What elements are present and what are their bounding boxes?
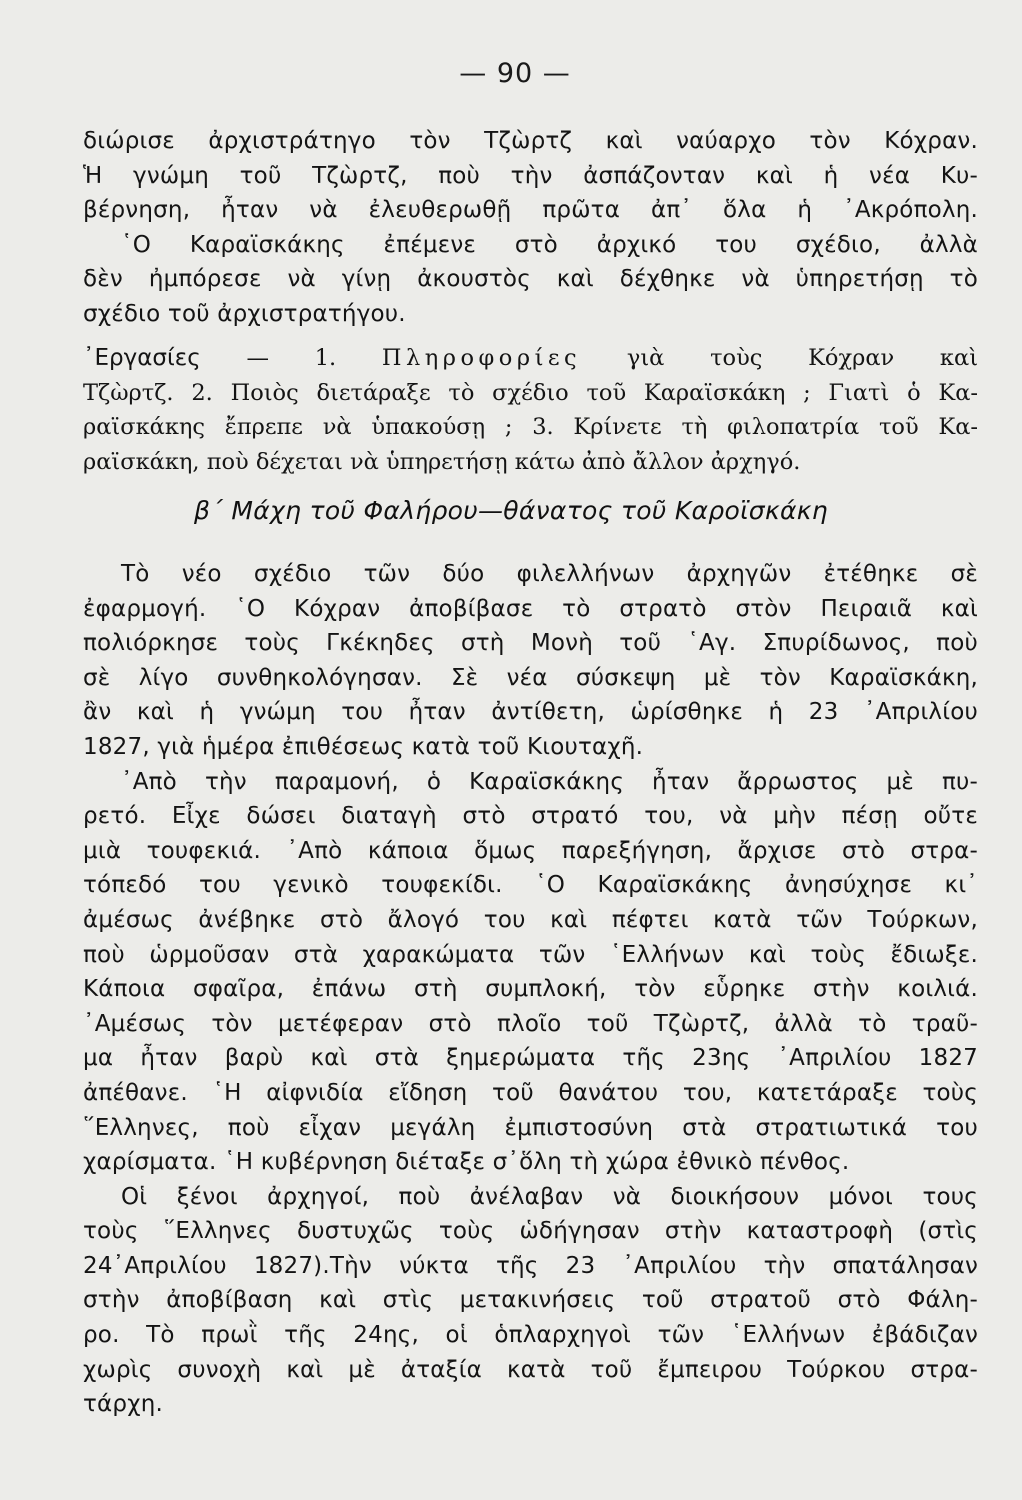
text-line: 24᾿Απριλίου 1827).Τὴν νύκτα τῆς 23 ᾿Απριλίου τὴν σπατάλησαν	[83, 1252, 978, 1279]
text-line: βέρνηση, ἦταν νὰ ἐλευθερωθῇ πρῶτα ἀπ᾿ ὅλα ἡ ᾿Ακρόπολη.	[83, 197, 978, 224]
exercise-keyword: Πληροφορίες	[381, 345, 582, 371]
text-line: ἂν καὶ ἡ γνώμη του ἦταν ἀντίθετη, ὡρίσθηκε ἡ 23 ᾿Απριλίου	[83, 699, 978, 726]
text-line: στὴν ἀποβίβαση καὶ στὶς μετακινήσεις τοῦ στρατοῦ στὸ Φάλη-	[83, 1287, 978, 1314]
text-line: πολιόρκησε τοὺς Γκέκηδες στὴ Μονὴ τοῦ ῾Αγ. Σπυρίδωνος, ποὺ	[83, 630, 978, 657]
text-line: Κάποια σφαῖρα, ἐπάνω στὴ συμπλοκή, τὸν εὗρηκε στὴν κοιλιά.	[83, 976, 978, 1003]
text-line: Οἱ ξένοι ἀρχηγοί, ποὺ ἀνέλαβαν νὰ διοικήσουν μόνοι τους	[121, 1183, 978, 1210]
text-line: Τὸ νέο σχέδιο τῶν δύο φιλελλήνων ἀρχηγῶν ἐτέθηκε σὲ	[121, 561, 978, 587]
exercises-label: ᾿Εργασίες	[83, 345, 201, 371]
page-number: — 90 —	[459, 58, 571, 89]
text-line: ᾿Απὸ τὴν παραμονή, ὁ Καραϊσκάκης ἦταν ἄρρωστος μὲ πυ-	[121, 768, 978, 795]
text-line: σχέδιο τοῦ ἀρχιστρατήγου.	[83, 300, 406, 327]
text-line: σὲ λίγο συνθηκολόγησαν. Σὲ νέα σύσκεψη μὲ τὸν Καραϊσκάκη,	[83, 664, 978, 691]
text-line: χαρίσματα. ῾Η κυβέρνηση διέταξε σ᾿ὅλη τὴ χώρα ἐθνικὸ πένθος.	[83, 1149, 850, 1176]
text-line: ἀπέθανε. ῾Η αἰφνιδία εἴδηση τοῦ θανάτου του, κατετάραξε τοὺς	[83, 1079, 978, 1106]
section-heading: β΄ Μάχη τοῦ Φαλήρου—θάνατος τοῦ Καροϊσκάκη	[194, 496, 828, 525]
text-line: ῾Ο Καραϊσκάκης ἐπέμενε στὸ ἀρχικό του σχέδιο, ἀλλὰ	[121, 231, 978, 258]
text-line: χωρὶς συνοχὴ καὶ μὲ ἀταξία κατὰ τοῦ ἔμπειρου Τούρκου στρα-	[83, 1356, 978, 1383]
exercises-first-line	[83, 341, 978, 376]
text-line: μιὰ τουφεκιά. ᾿Απὸ κάποια ὅμως παρεξήγηση, ἄρχισε στὸ στρα-	[83, 837, 978, 864]
text-line: μα ἦταν βαρὺ καὶ στὰ ξημερώματα τῆς 23ης ᾿Απριλίου 1827	[83, 1045, 978, 1072]
text-line: ρο. Τὸ πρωῒ τῆς 24ης, οἱ ὁπλαρχηγοὶ τῶν ῾Ελλήνων ἐβάδιζαν	[83, 1322, 978, 1349]
text-line: Ἡ γνώμη τοῦ Τζὼρτζ, ποὺ τὴν ἀσπάζονταν καὶ ἡ νέα Κυ-	[83, 162, 978, 189]
exercise-number-1: — 1.	[246, 345, 337, 371]
text-line: ῞Ελληνες, ποὺ εἶχαν μεγάλη ἐμπιστοσύνη στὰ στρατιωτικά του	[83, 1114, 978, 1141]
text-line: δὲν ἠμπόρεσε νὰ γίνῃ ἀκουστὸς καὶ δέχθηκε νὰ ὑπηρετήσῃ τὸ	[83, 266, 978, 293]
text-line: τοὺς ῞Ελληνες δυστυχῶς τοὺς ὡδήγησαν στὴν καταστροφὴ (στὶς	[83, 1218, 978, 1245]
text-line: ἀμέσως ἀνέβηκε στὸ ἄλογό του καὶ πέφτει κατὰ τῶν Τούρκων,	[83, 906, 978, 933]
text-line: ᾿Αμέσως τὸν μετέφεραν στὸ πλοῖο τοῦ Τζὼρτζ, ἀλλὰ τὸ τραῦ-	[83, 1010, 978, 1037]
top-text-block	[83, 124, 978, 332]
text-line: τάρχη.	[83, 1391, 163, 1418]
text-line: ραϊσκάκης ἔπρεπε νὰ ὑπακούσῃ ; 3. Κρίνετε τὴ φιλοπατρία τοῦ Κα-	[83, 414, 978, 441]
body-text-block	[83, 557, 978, 1422]
text-line: Τζὼρτζ. 2. Ποιὸς διετάραξε τὸ σχέδιο τοῦ Καραϊσκάκη ; Γιατὶ ὁ Κα-	[83, 379, 978, 406]
text-line: τόπεδό του γενικὸ τουφεκίδι. ῾Ο Καραϊσκάκης ἀνησύχησε κι᾿	[83, 872, 978, 899]
text-line: ραϊσκάκη, ποὺ δέχεται νὰ ὑπηρετήσῃ κάτω ἀπὸ ἄλλον ἀρχηγό.	[83, 448, 801, 475]
text-line: διώρισε ἀρχιστράτηγο τὸν Τζὼρτζ καὶ ναύαρχο τὸν Κόχραν.	[83, 128, 978, 154]
exercises-block	[83, 341, 978, 479]
text-line: ποὺ ὡρμοῦσαν στὰ χαρακώματα τῶν ῾Ελλήνων καὶ τοὺς ἔδιωξε.	[83, 941, 978, 968]
text-line: ρετό. Εἶχε δώσει διαταγὴ στὸ στρατό του, νὰ μὴν πέσῃ οὔτε	[83, 803, 978, 830]
text-line: ἐφαρμογή. ῾Ο Κόχραν ἀποβίβασε τὸ στρατὸ στὸν Πειραιᾶ καὶ	[83, 595, 978, 622]
exercise-line1-rest: γιὰ τοὺς Κόχραν καὶ	[626, 345, 979, 371]
text-line: 1827, γιὰ ἡμέρα ἐπιθέσεως κατὰ τοῦ Κιουταχῆ.	[83, 733, 644, 760]
